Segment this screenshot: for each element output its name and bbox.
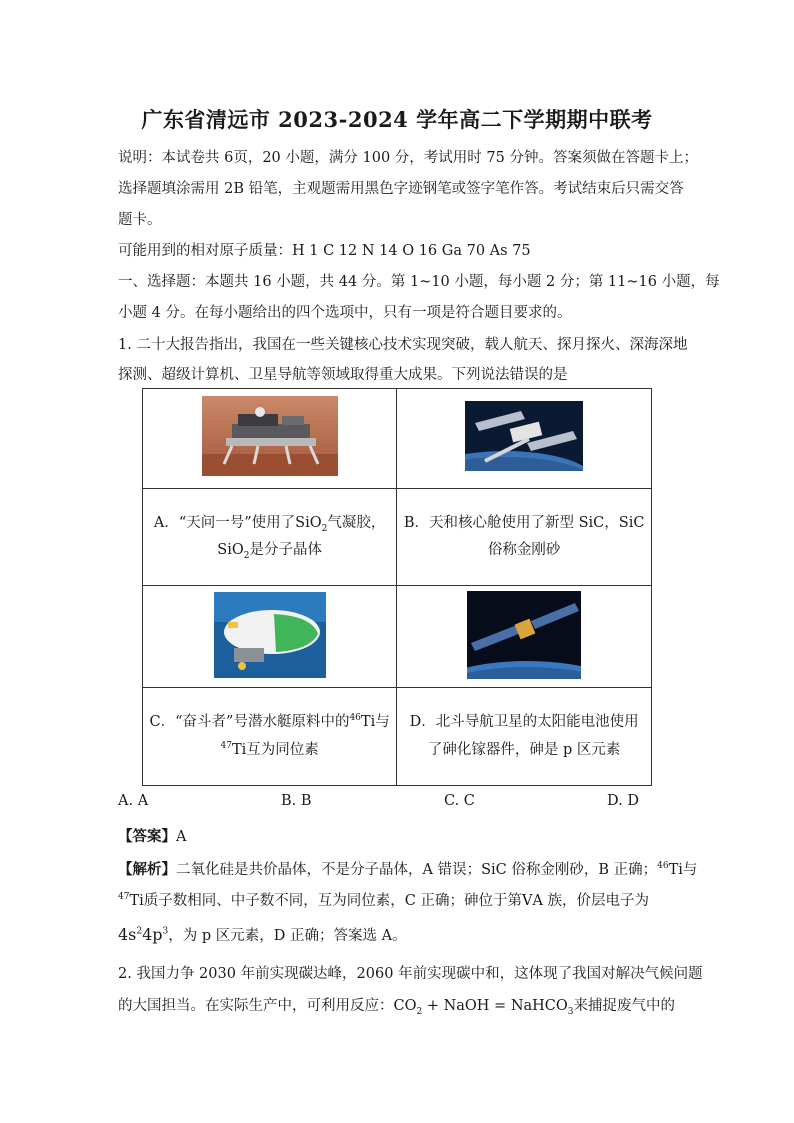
cell-image-c [143,586,397,688]
atomic-mass-line: 可能用到的相对原子质量：H 1 C 12 N 14 O 16 Ga 70 As 75 [118,243,531,259]
analysis-line-2 [118,889,649,910]
option-d-text-2: 了砷化镓器件，砷是 p 区元素 [427,741,621,758]
option-a-text-2: 气凝胶， [327,514,386,531]
page-title: 广东省清远市 2023-2024 学年高二下学期期中联考 [141,107,653,132]
option-c-text-2: 与 [375,714,390,731]
sio2-formula-1: SiO$_2$ [295,514,328,534]
question-1-stem-line-1: 1. 二十大报告指出，我国在一些关键核心技术实现突破，载人航天、探月探火、深海深地 [118,337,688,353]
space-station-image [465,401,583,471]
intro-line-3: 题卡。 [118,212,162,228]
option-b-text-1: B．天和核心舱使用了新型 SiC，SiC [403,514,645,531]
answer-line [118,825,186,846]
analysis-text-3: 质子数相同、中子数不同，互为同位素，C 正确；砷位于第ⅤA 族，价层电子为 [143,893,650,909]
ti46-isotope: $^{46}$Ti [349,713,376,731]
option-a-text-1: A．“天问一号”使用了 [153,514,296,531]
analysis-text-2: 与 [682,862,698,878]
option-a-text-3: 是分子晶体 [249,542,322,559]
option-d-text-1: D．北斗导航卫星的太阳能电池使用 [409,714,639,731]
sio2-formula-2: SiO$_2$ [217,542,250,561]
intro-line-1: 说明：本试卷共 6页，20 小题，满分 100 分，考试用时 75 分钟。答案须做在答题卡上； [118,150,698,166]
option-a-cell [143,488,397,586]
question-2-text-2: 来捕捉废气中的 [573,998,676,1014]
option-c-text-1: C．“奋斗者”号潜水艇原料中的 [149,714,350,731]
option-b-label: B. B [281,793,312,809]
electron-config: $4s^24p^3$ [118,925,169,944]
question-2-stem-line-2 [118,994,675,1015]
question-2-text-1: 的大国担当。在实际生产中，可利用反应： [118,998,394,1014]
option-b-cell [397,488,652,586]
analysis-label: 【解析】 [118,861,176,878]
analysis-line-1 [118,858,697,879]
intro-line-2: 选择题填涂需用 2B 铅笔，主观题需用黑色字迹钢笔或签字笔作答。考试结束后只需交答 [118,181,684,197]
answer-value: A [176,829,187,845]
section-heading-line-2: 小题 4 分。在每小题给出的四个选项中，只有一项是符合题目要求的。 [118,305,572,321]
cell-image-d [397,586,652,688]
cell-image-b [397,389,652,489]
question-1-table [142,388,652,786]
answer-label: 【答案】 [118,828,176,845]
option-a-label: A. A [118,793,149,809]
option-c-label: C. C [444,793,475,809]
ti47-isotope: $^{47}$Ti [220,740,247,758]
option-d-cell [397,688,652,786]
analysis-line-3 [118,924,407,945]
option-c-text-3: 互为同位素 [246,741,319,758]
analysis-text-4: ，为 p 区元素，D 正确；答案选 A。 [168,928,407,944]
cell-image-a [143,389,397,489]
ti47-isotope-analysis: $^{47}$Ti [118,892,144,909]
option-b-text-2: 俗称金刚砂 [487,542,561,559]
submersible-image [214,592,326,678]
mars-lander-image [202,396,338,476]
satellite-image [467,591,581,679]
ti46-isotope-analysis: $^{46}$Ti [657,861,683,878]
question-1-stem-line-2: 探测、超级计算机、卫星导航等领域取得重大成果。下列说法错误的是 [118,367,568,383]
option-c-cell [143,688,397,786]
reaction-equation: $CO_2$ + NaOH = NaHCO$_3$ [393,998,574,1017]
option-d-label: D. D [607,793,639,809]
analysis-text-1: 二氧化硅是共价晶体，不是分子晶体，A 错误；SiC 俗称金刚砂，B 正确； [176,862,658,878]
section-heading-line-1: 一、选择题：本题共 16 小题，共 44 分。第 1~10 小题，每小题 2 分；第 11~16 小题，每 [118,274,720,290]
question-2-stem-line-1: 2. 我国力争 2030 年前实现碳达峰，2060 年前实现碳中和，这体现了我国对解决气候问题 [118,966,703,982]
